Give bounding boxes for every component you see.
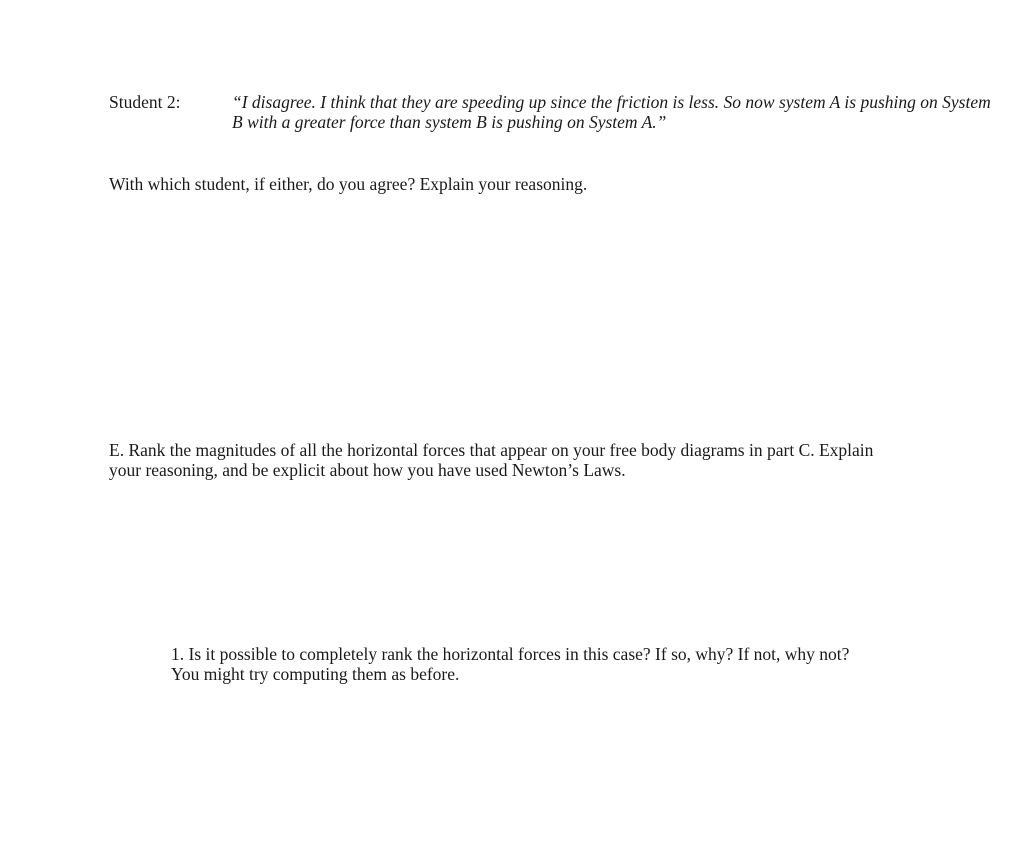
question-e-line-1: E. Rank the magnitudes of all the horizontal forces that appear on your free body diagrams in part C. Explain bbox=[109, 440, 874, 460]
question-e1-possible-rank bbox=[171, 644, 911, 684]
question-e1-line-1: 1. Is it possible to completely rank the horizontal forces in this case? If so, why? If not, why not? bbox=[171, 644, 850, 664]
student-2-quote-line-1: “I disagree. I think that they are speeding up since the friction is less. So now system A is pushing on System bbox=[232, 92, 991, 112]
question-e1-line-2: You might try computing them as before. bbox=[171, 664, 460, 684]
question-which-student: With which student, if either, do you agree? Explain your reasoning. bbox=[109, 174, 588, 194]
question-e-line-2: your reasoning, and be explicit about how you have used Newton’s Laws. bbox=[109, 460, 626, 480]
student-2-quote bbox=[232, 92, 991, 132]
student-2-label: Student 2: bbox=[109, 92, 181, 112]
student-2-quote-line-2: B with a greater force than system B is pushing on System A.” bbox=[232, 112, 667, 132]
question-e-rank-forces bbox=[109, 440, 929, 480]
